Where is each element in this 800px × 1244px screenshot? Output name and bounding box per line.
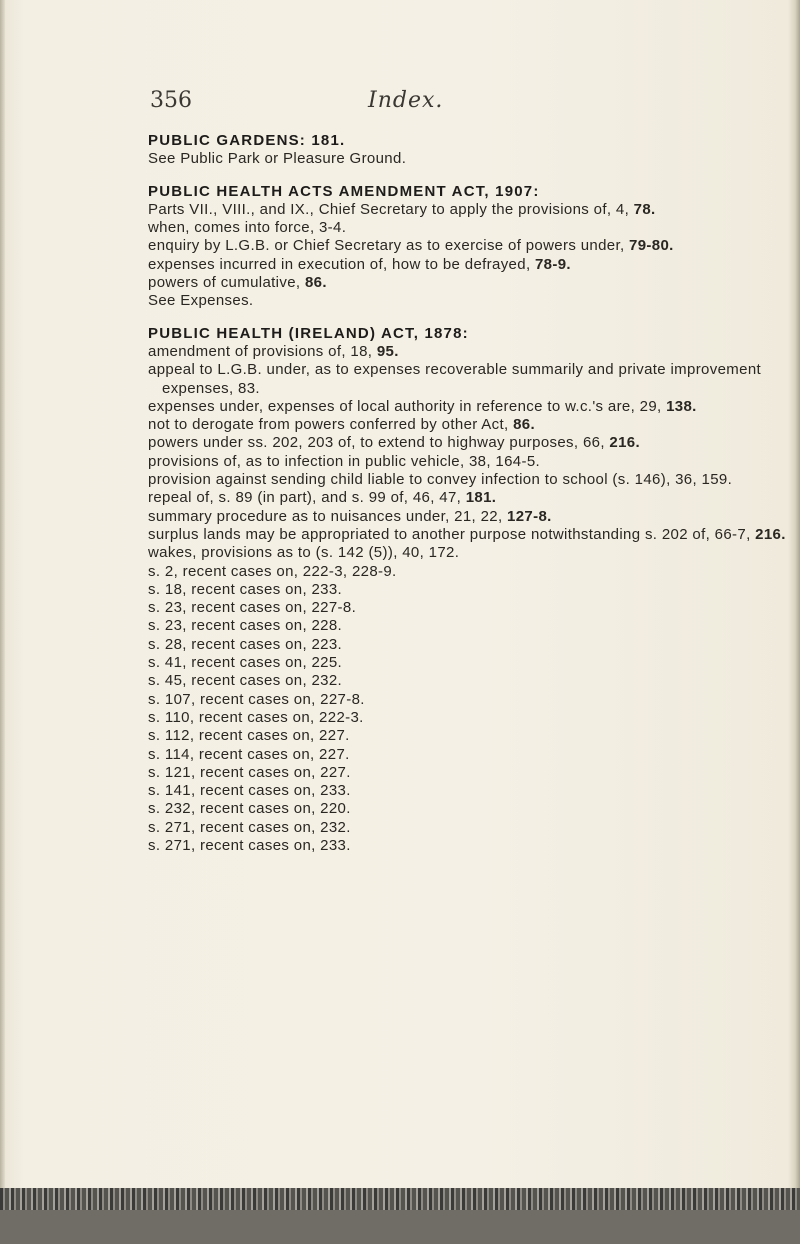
entry-line: s. 141, recent cases on, 233. [148, 782, 351, 800]
scan-bottom-edge [0, 1188, 800, 1244]
entry-line: enquiry by L.G.B. or Chief Secretary as to exercise of powers under, 79-80. [148, 237, 674, 255]
page-header [150, 88, 710, 118]
entry-line: expenses incurred in execution of, how to be defrayed, 78-9. [148, 255, 571, 273]
page-number: 356 [150, 88, 192, 113]
entry-heading: PUBLIC HEALTH ACTS AMENDMENT ACT, 1907: [148, 182, 540, 200]
entry-line: s. 23, recent cases on, 227-8. [148, 599, 357, 617]
entry-heading: PUBLIC HEALTH (IRELAND) ACT, 1878: [148, 324, 469, 342]
entry-line: repeal of, s. 89 (in part), and s. 99 of, 46, 47, 181. [148, 489, 497, 507]
entry-line: appeal to L.G.B. under, as to expenses recoverable summarily and private improvement expenses, 83. [148, 361, 762, 397]
index-entry [148, 132, 788, 169]
entry-line: s. 271, recent cases on, 232. [148, 818, 351, 836]
entry-line: s. 232, recent cases on, 220. [148, 800, 351, 818]
entry-line: provisions of, as to infection in public vehicle, 38, 164-5. [148, 452, 541, 470]
entry-line: expenses under, expenses of local authority in reference to w.c.'s are, 29, 138. [148, 397, 697, 415]
entry-line: wakes, provisions as to (s. 142 (5)), 40, 172. [148, 544, 460, 562]
entry-line: s. 18, recent cases on, 233. [148, 580, 343, 598]
entry-line: s. 23, recent cases on, 228. [148, 617, 343, 635]
entry-line: s. 110, recent cases on, 222-3. [148, 708, 364, 726]
entry-line: when, comes into force, 3-4. [148, 219, 347, 237]
entry-line: Parts VII., VIII., and IX., Chief Secretary to apply the provisions of, 4, 78. [148, 200, 656, 218]
entry-line: s. 107, recent cases on, 227-8. [148, 690, 365, 708]
entry-line: surplus lands may be appropriated to another purpose notwithstanding s. 202 of, 66-7, 216. [148, 525, 786, 543]
entry-line: s. 114, recent cases on, 227. [148, 745, 350, 763]
entry-line: amendment of provisions of, 18, 95. [148, 342, 399, 360]
entry-line: not to derogate from powers conferred by other Act, 86. [148, 416, 535, 434]
entry-line: s. 121, recent cases on, 227. [148, 763, 351, 781]
page-left-edge [0, 0, 5, 1244]
scan-edge-texture [0, 1188, 800, 1210]
entry-line: s. 45, recent cases on, 232. [148, 672, 343, 690]
entry-line: s. 112, recent cases on, 227. [148, 727, 350, 745]
entry-line: provision against sending child liable to convey infection to school (s. 146), 36, 159. [148, 471, 733, 489]
entry-line: See Public Park or Pleasure Ground. [148, 150, 407, 168]
entry-line: powers of cumulative, 86. [148, 274, 327, 292]
entry-line: s. 271, recent cases on, 233. [148, 836, 351, 854]
entry-heading: PUBLIC GARDENS: 181. [148, 132, 346, 149]
index-body [148, 132, 788, 855]
entry-line: s. 28, recent cases on, 223. [148, 635, 343, 653]
page-right-edge [788, 0, 800, 1244]
entry-line: s. 2, recent cases on, 222-3, 228-9. [148, 562, 397, 580]
entry-line: s. 41, recent cases on, 225. [148, 654, 343, 672]
index-entry [148, 183, 788, 311]
running-head: Index. [368, 88, 444, 113]
entry-line: See Expenses. [148, 292, 254, 310]
index-entry [148, 325, 788, 856]
entry-line: summary procedure as to nuisances under, 21, 22, 127-8. [148, 507, 552, 525]
entry-line: powers under ss. 202, 203 of, to extend to highway purposes, 66, 216. [148, 434, 640, 452]
